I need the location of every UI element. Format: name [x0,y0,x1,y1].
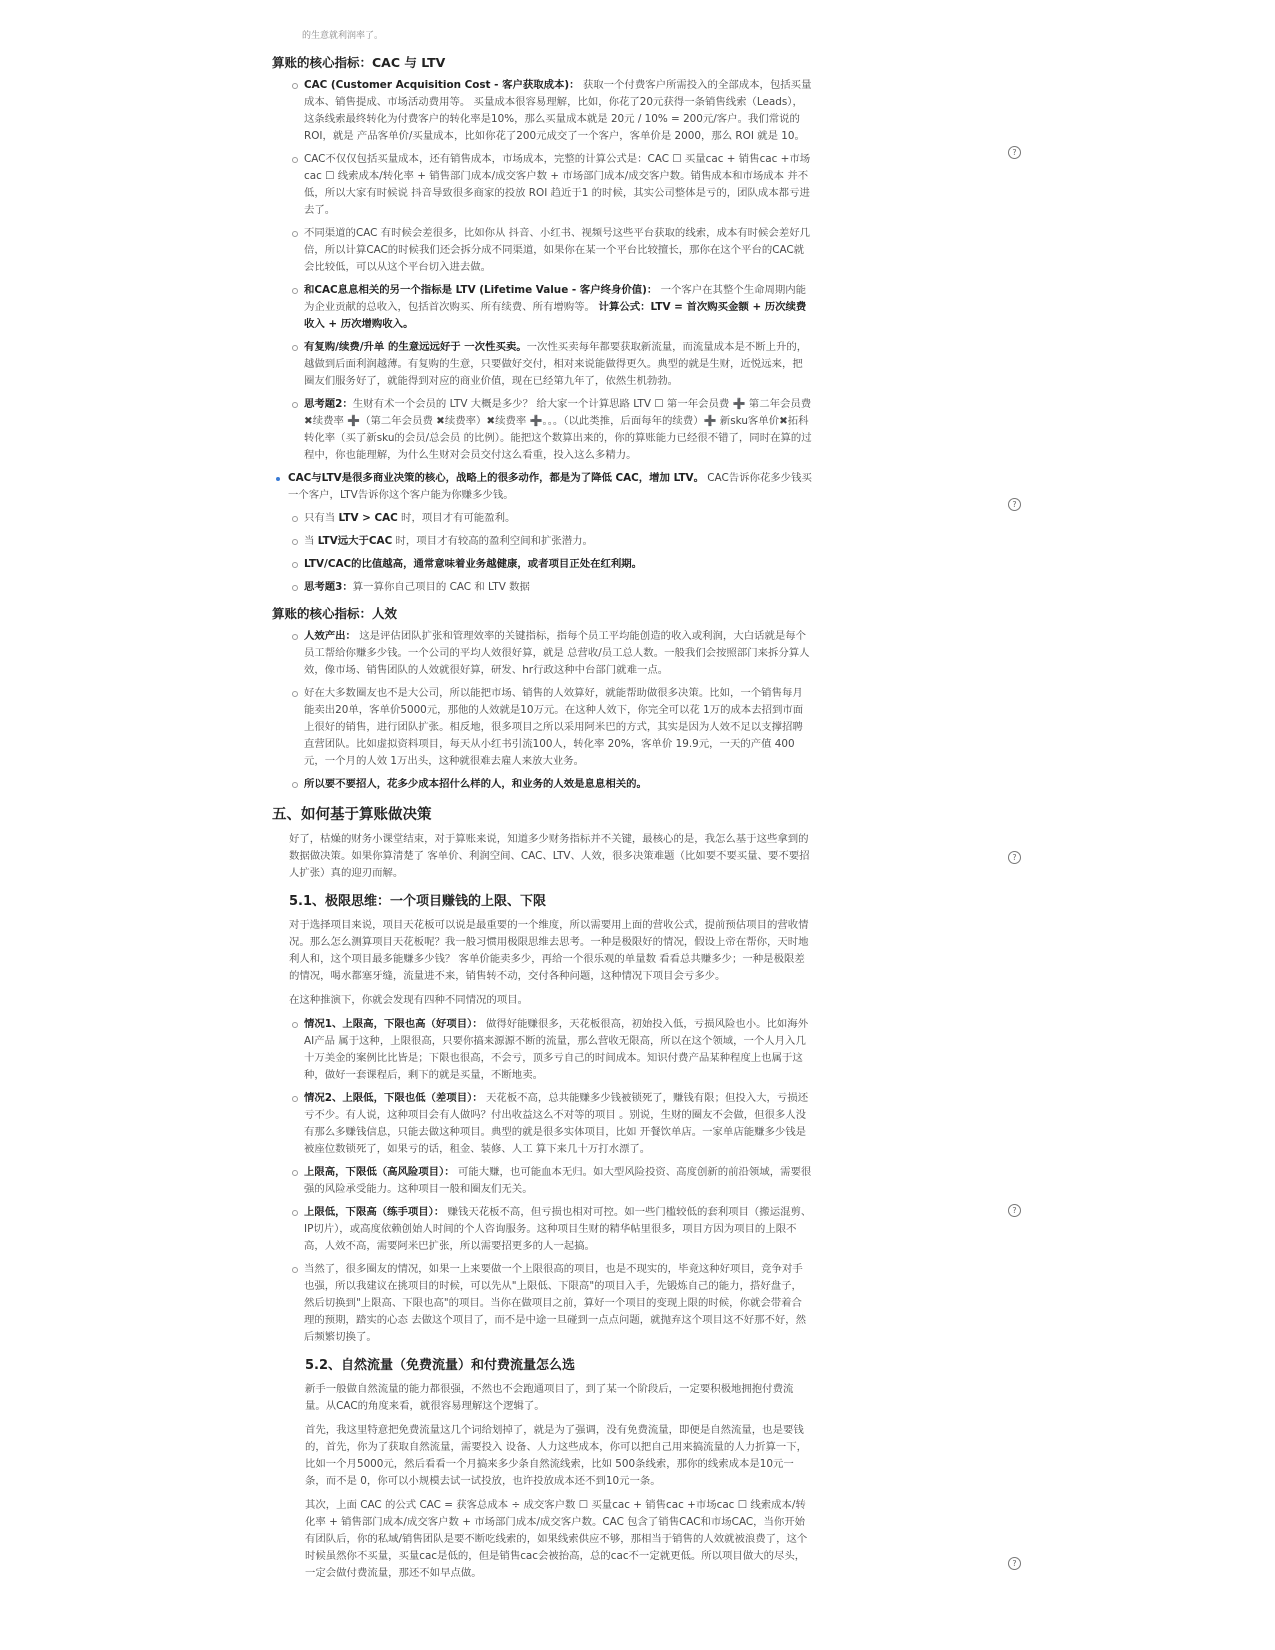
paragraph: 新手一般做自然流量的能力都很强，不然也不会跑通项目了，到了某一个阶段后，一定要积极地拥抱付费流量。从CAC的角度来看，就很容易理解这个逻辑了。 [305,1383,794,1412]
paragraph: 对于选择项目来说，项目天花板可以说是最重要的一个维度，所以需要用上面的营收公式，提前预估项目的营收情况。那么怎么测算项目天花板呢？我一般习惯用极限思维去思考。一种是极限好的情况，假设上帝在帮你，天时地利人和，这个项目最多能赚多少钱？ 客单价能卖多少，再给一个很乐观的单量数 看看总共赚多少；一种是极限差的情况，喝水都塞牙缝，流量进不来，销售转不动，交付各种问题，这种情况下项目会亏多少。 [289,919,809,982]
list-item: 所以要不要招人，花多少成本招什么样的人，和业务的人效是息息相关的。 [272,776,812,793]
help-icon[interactable]: ? [1008,498,1021,511]
list-item: 人效产出： 这是评估团队扩张和管理效率的关键指标，指每个员工平均能创造的收入或利润，大白话就是每个员工帮给你赚多少钱。一个公司的平均人效很好算，就是 总营收/员工总人数。一般我们会按照部门来拆分算人效，像市场、销售团队的人效就很好算，研发、hr行政这种中台部门就难一点。 [272,628,812,679]
list-item: 当 LTV远大于CAC 时，项目才有较高的盈利空间和扩张潜力。 [272,533,812,550]
heading-5-1: 5.1、极限思维：一个项目赚钱的上限、下限 [289,894,547,909]
list-item: 上限低，下限高（练手项目）： 赚钱天花板不高，但亏损也相对可控。如一些门槛较低的套利项目（搬运混剪、IP切片），或高度依赖创始人时间的个人咨询服务。这种项目生财的精华帖里很多，项目方因为项目的上限不高，人效不高，需要阿米巴扩张，所以需要招更多的人一起搞。 [272,1204,812,1255]
list-item: 情况2、上限低，下限也低（差项目）： 天花板不高，总共能赚多少钱被锁死了，赚钱有限；但投入大，亏损还亏不少。有人说，这种项目会有人做吗？付出收益这么不对等的项目 。别说，生财的圈友不会做，但很多人没有那么多赚钱信息，只能去做这种项目。典型的就是很多实体项目，比如 开餐饮单店。一家单店能赚多少钱是被座位数锁死了，如果亏的话，租金、装修、人工 算下来几十万打水漂了。 [272,1090,812,1158]
list-item: 上限高，下限低（高风险项目）： 可能大赚，也可能血本无归。如大型风险投资、高度创新的前沿领域，需要很强的风险承受能力。这种项目一般和圈友们无关。 [272,1164,812,1198]
help-icon[interactable]: ? [1008,1204,1021,1217]
project-types-list [272,1016,812,1346]
heading-5-2: 5.2、自然流量（免费流量）和付费流量怎么选 [305,1358,576,1373]
list-item: 有复购/续费/升单 的生意远远好于 一次性买卖。一次性买卖每年都要获取新流量，而流量成本是不断上升的，越做到后面利润越薄。有复购的生意，只要做好交付，相对来说能做得更久。典型的就是生财，近悦远来，把圈友们服务好了，就能得到对应的商业价值，现在已经第九年了，依然生机勃勃。 [272,339,812,390]
list-item: 只有当 LTV > CAC 时，项目才有可能盈利。 [272,510,812,527]
list-item: 情况1、上限高，下限也高（好项目）： 做得好能赚很多，天花板很高，初始投入低，亏损风险也小。比如海外AI产品 属于这种，上限很高，只要你搞来源源不断的流量，那么营收无限高，所以在这个领域，一个人月入几十万美金的案例比比皆是；下限也很高，不会亏，顶多亏自己的时间成本。知识付费产品某种程度上也属于这种，做好一套课程后，剩下的就是买量，不断地卖。 [272,1016,812,1084]
cut-off-text: 的生意就利润率了。 [302,31,384,41]
paragraph: 其次，上面 CAC 的公式 CAC = 获客总成本 ÷ 成交客户数 ☐ 买量cac + 销售cac +市场cac ☐ 线索成本/转化率 + 销售部门成本/成交客户数 + 市场部门成本/成交客户数。CAC 包含了销售CAC和市场CAC，当你开始有团队后，你的私域/销售团队是要不断吃线索的，如果线索供应不够，那相当于销售的人效就被浪费了，这个时候虽然你不买量，买量cac是低的，但是销售cac会被抬高，总的cac不一定就更低。所以项目做大的尽头，一定会做付费流量，那还不如早点做。 [305,1499,808,1579]
paragraph: 首先，我这里特意把免费流量这几个词给划掉了，就是为了强调，没有免费流量，即便是自然流量，也是要钱的，首先，你为了获取自然流量，需要投入 设备、人力这些成本，你可以把自己用来搞流量的人力折算一下，比如一个月5000元，然后看看一个月搞来多少条自然流线索，比如 500条线索，那你的线索成本是10元一条，而不是 0，你可以小规模去试一试投放，也许投放成本还不到10元一条。 [305,1424,808,1487]
list-item: 当然了，很多圈友的情况，如果一上来要做一个上限很高的项目，也是不现实的，毕竟这种好项目，竞争对手也强，所以我建议在挑项目的时候，可以先从"上限低、下限高"的项目入手，先锻炼自己的能力，搭好盘子，然后切换到"上限高、下限也高"的项目。当你在做项目之前，算好一个项目的变现上限的时候，你就会带着合理的预期，踏实的心态 去做这个项目了，而不是中途一旦碰到一点点问题，就抛弃这个项目这不好那不好，然后频繁切换了。 [272,1261,812,1346]
renxiao-list [272,628,812,793]
list-item: 思考题2：生财有术一个会员的 LTV 大概是多少？ 给大家一个计算思路 LTV ☐ 第一年会员费 ➕ 第二年会员费 ✖续费率 ➕（第二年会员费 ✖续费率）✖续费率 ➕。。。（以此类推，后面每年的续费）➕ 新sku客单价✖拓科转化率（买了新sku的会员/总会员 的比例）。能把这个数算出来的，你的算账能力已经很不错了，同时在算的过程中，你也能理解，为什么生财对会员交付这么看重，投入这么多精力。 [272,396,812,464]
list-item: 和CAC息息相关的另一个指标是 LTV (Lifetime Value - 客户终身价值)： 一个客户在其整个生命周期内能为企业贡献的总收入，包括首次购买、所有续费、所有增购等。 计算公式：LTV = 首次购买金额 + 历次续费收入 + 历次增购收入。 [272,282,812,333]
help-icon[interactable]: ? [1008,851,1021,864]
heading-cac-ltv: 算账的核心指标：CAC 与 LTV [272,55,446,70]
list-item: 好在大多数圈友也不是大公司，所以能把市场、销售的人效算好，就能帮助做很多决策。比如，一个销售每月能卖出20单，客单价5000元，那他的人效就是10万元。在这种人效下，你完全可以花 1万的成本去招到市面上很好的销售，进行团队扩张。相反地，很多项目之所以采用阿米巴的方式，其实是因为人效不足以支撑招聘直营团队。比如虚拟资料项目，每天从小红书引流100人，转化率 20%，客单价 19.9元，一天的产值 400元，一个月的人效 1万出头，这种就很难去雇人来放大业务。 [272,685,812,770]
paragraph: 在这种推演下，你就会发现有四种不同情况的项目。 [289,994,528,1006]
list-item-summary: CAC与LTV是很多商业决策的核心，战略上的很多动作，都是为了降低 CAC，增加 LTV。 CAC告诉你花多少钱买一个客户，LTV告诉你这个客户能为你赚多少钱。 [272,470,812,504]
section-5-intro: 好了，枯燥的财务小课堂结束，对于算账来说，知道多少财务指标并不关键，最核心的是，我怎么基于这些拿到的数据做决策。如果你算清楚了 客单价、利润空间、CAC、LTV、人效，很多决策难题（比如要不要买量、要不要招人扩张）真的迎刃而解。 [289,833,810,879]
heading-section-5: 五、如何基于算账做决策 [272,807,432,823]
list-item: CAC (Customer Acquisition Cost - 客户获取成本)： 获取一个付费客户所需投入的全部成本，包括买量成本、销售提成、市场活动费用等。 买量成本很容易理解，比如，你花了20元获得一条销售线索（Leads），这条线索最终转化为付费客户的转化率是10%，那么买量成本就是 20元 / 10% = 200元/客户。我们常说的 ROI，就是 产品客单价/买量成本，比如你花了200元成交了一个客户，客单价是 2000，那么 ROI 就是 10。 [272,77,812,145]
list-item: CAC不仅仅包括买量成本，还有销售成本，市场成本，完整的计算公式是：CAC ☐ 买量cac + 销售cac +市场cac ☐ 线索成本/转化率 + 销售部门成本/成交客户数 + 市场部门成本/成交客户数。销售成本和市场成本 并不低，所以大家有时候说 抖音导致很多商家的投放 ROI 趋近于1 的时候，其实公司整体是亏的，团队成本都亏进去了。 [272,151,812,219]
help-icon[interactable]: ? [1008,1557,1021,1570]
list-item: 不同渠道的CAC 有时候会差很多，比如你从 抖音、小红书、视频号这些平台获取的线索，成本有时候会差好几倍，所以计算CAC的时候我们还会拆分成不同渠道，如果你在某一个平台比较擅长，那你在这个平台的CAC就会比较低，可以从这个平台切入进去做。 [272,225,812,276]
heading-renxiao: 算账的核心指标：人效 [272,606,398,621]
help-icon[interactable]: ? [1008,146,1021,159]
list-item: LTV/CAC的比值越高，通常意味着业务越健康，或者项目正处在红利期。 [272,556,812,573]
document-body [272,30,812,1589]
list-item: 思考题3：算一算你自己项目的 CAC 和 LTV 数据 [272,579,812,596]
cac-ltv-list [272,77,812,596]
